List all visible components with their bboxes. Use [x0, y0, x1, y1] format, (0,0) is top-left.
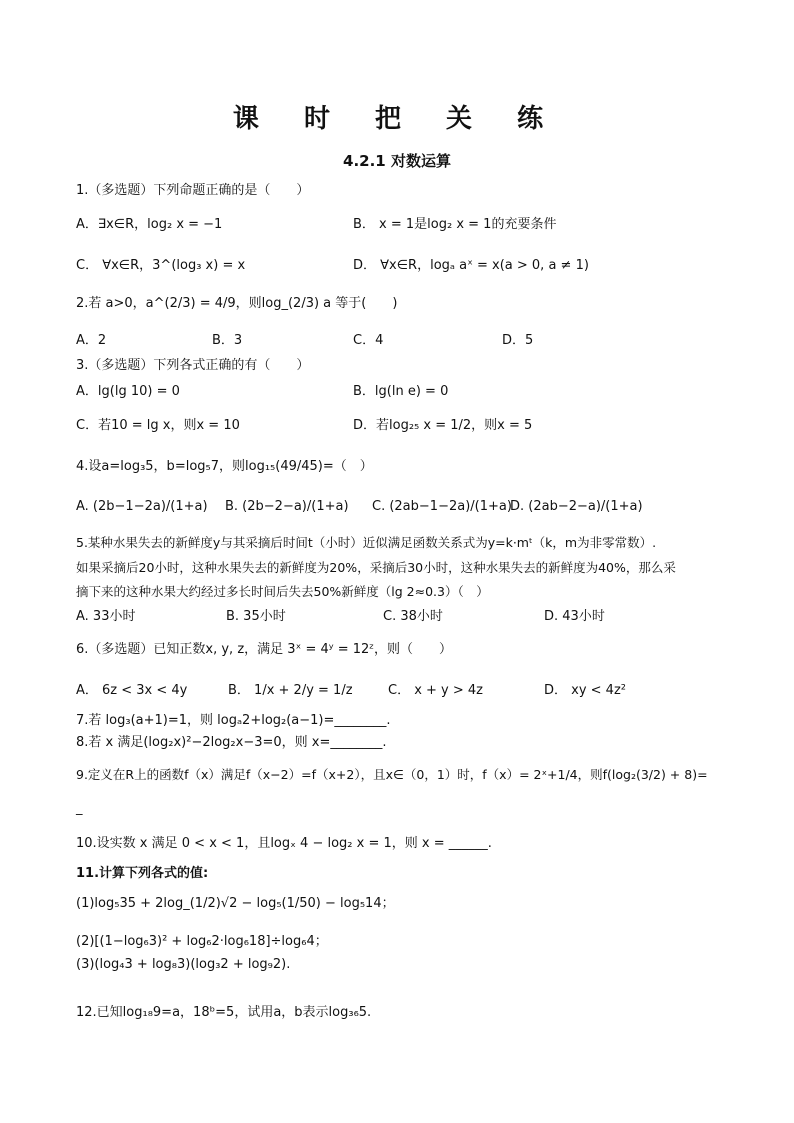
q2-option-d: D．5: [502, 333, 534, 348]
q2-option-a: A．2: [76, 333, 107, 348]
q4-option-b: B. (2b−2−a)/(1+a): [225, 499, 349, 514]
q11-part-2: (2)[(1−log₆3)² + log₆2·log₆18]÷log₆4；: [76, 934, 328, 949]
q5-option-d: D. 43小时: [544, 609, 605, 624]
q11-stem: 11.计算下列各式的值:: [76, 866, 209, 881]
q6-stem: 6.（多选题）已知正数x, y, z，满足 3ˣ = 4ʸ = 12ᶻ，则（ ）: [76, 642, 453, 657]
page-title: 课 时 把 关 练: [232, 104, 562, 134]
q5-line-2: 如果采摘后20小时，这种水果失去的新鲜度为20%，采摘后30小时，这种水果失去的新鲜度为40%，那么采: [76, 560, 676, 575]
q1-option-b: B． x = 1是log₂ x = 1的充要条件: [353, 217, 557, 232]
q2-option-b: B．3: [212, 333, 243, 348]
q5-line-3: 摘下来的这种水果大约经过多长时间后失去50%新鲜度（lg 2≈0.3）（ ）: [76, 584, 489, 599]
q3-stem: 3.（多选题）下列各式正确的有（ ）: [76, 358, 310, 373]
q4-option-c: C. (2ab−1−2a)/(1+a): [372, 499, 512, 514]
q6-option-b: B． 1/x + 2/y = 1/z: [228, 683, 353, 698]
q6-option-d: D． xy < 4z²: [544, 683, 626, 698]
q1-option-d: D． ∀x∈R，logₐ aˣ = x(a > 0, a ≠ 1): [353, 258, 589, 273]
q3-option-c: C．若10 = lg x，则x = 10: [76, 418, 240, 433]
q3-option-d: D．若log₂₅ x = 1/2，则x = 5: [353, 418, 533, 433]
q2-stem: 2.若 a>0，a^(2/3) = 4/9，则log_(2/3) a 等于( ): [76, 296, 398, 311]
q9-answer-blank: _: [76, 801, 83, 816]
q5-line-1: 5.某种水果失去的新鲜度y与其采摘后时间t（小时）近似满足函数关系式为y=k·mᵗ（k，m为非零常数）.: [76, 535, 657, 550]
q7-text: 7.若 log₃(a+1)=1，则 logₐ2+log₂(a−1)=________.: [76, 713, 391, 728]
q8-text: 8.若 x 满足(log₂x)²−2log₂x−3=0，则 x=________.: [76, 735, 387, 750]
q3-option-a: A．lg(lg 10) = 0: [76, 384, 180, 399]
q4-stem: 4.设a=log₃5，b=log₅7，则log₁₅(49/45)=（ ）: [76, 459, 373, 474]
q6-option-a: A． 6z < 3x < 4y: [76, 683, 188, 698]
q3-option-b: B．lg(ln e) = 0: [353, 384, 449, 399]
q5-option-a: A. 33小时: [76, 609, 136, 624]
q6-option-c: C． x + y > 4z: [388, 683, 484, 698]
q5-option-c: C. 38小时: [383, 609, 443, 624]
q5-option-b: B. 35小时: [226, 609, 286, 624]
q4-option-d: D. (2ab−2−a)/(1+a): [510, 499, 643, 514]
q4-option-a: A. (2b−1−2a)/(1+a): [76, 499, 208, 514]
q2-option-c: C．4: [353, 333, 384, 348]
q9-line-1: 9.定义在R上的函数f（x）满足f（x−2）=f（x+2），且x∈（0，1）时，f（x）= 2ˣ+1/4，则f(log₂(3/2) + 8)=: [76, 767, 708, 782]
q10-text: 10.设实数 x 满足 0 < x < 1，且logₓ 4 − log₂ x = 1，则 x = ______.: [76, 836, 492, 851]
q1-option-a: A．∃x∈R，log₂ x = −1: [76, 217, 223, 232]
q1-stem: 1.（多选题）下列命题正确的是（ ）: [76, 183, 310, 198]
q1-option-c: C． ∀x∈R，3^(log₃ x) = x: [76, 258, 246, 273]
q12-text: 12.已知log₁₈9=a，18ᵇ=5，试用a，b表示log₃₆5.: [76, 1005, 372, 1020]
section-subtitle: 4.2.1 对数运算: [343, 152, 451, 170]
q11-part-1: (1)log₅35 + 2log_(1/2)√2 − log₅(1/50) − log₅14；: [76, 896, 395, 911]
q11-part-3: (3)(log₄3 + log₈3)(log₃2 + log₉2).: [76, 957, 291, 972]
